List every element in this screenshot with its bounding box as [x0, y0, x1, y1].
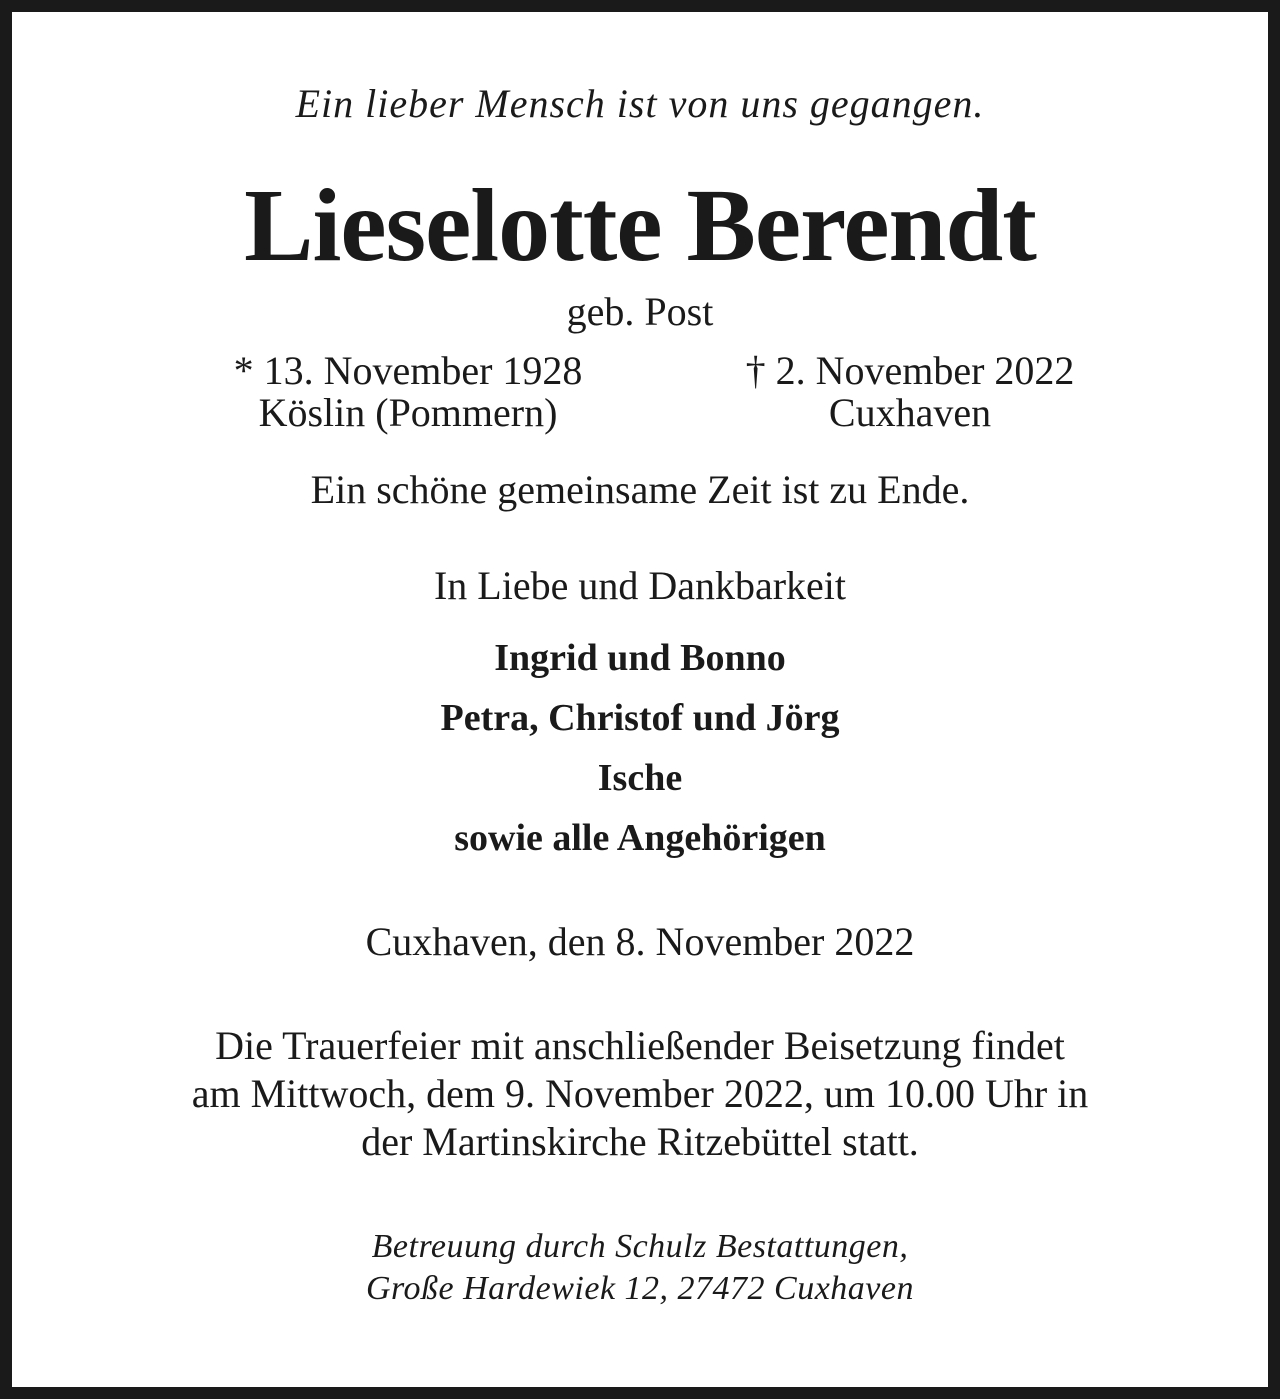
intro-line: Ein lieber Mensch ist von uns gegangen. — [295, 81, 985, 126]
death-info — [700, 350, 1120, 434]
obituary-content — [12, 0, 1268, 1399]
deceased-name: Lieselotte Berendt — [244, 168, 1036, 283]
ceremony-line: der Martinskirche Ritzebüttel statt. — [361, 1119, 919, 1164]
birth-place: Köslin (Pommern) — [258, 390, 558, 435]
death-place: Cuxhaven — [828, 390, 992, 435]
death-date: † 2. November 2022 — [745, 348, 1075, 393]
family-member: Petra, Christof und Jörg — [440, 697, 840, 739]
undertaker-line: Große Hardewiek 12, 27472 Cuxhaven — [366, 1270, 914, 1307]
birth-info — [188, 350, 628, 434]
thanks-line: In Liebe und Dankbarkeit — [433, 563, 847, 608]
family-member: sowie alle Angehörigen — [454, 817, 826, 859]
place-and-date: Cuxhaven, den 8. November 2022 — [365, 919, 915, 964]
birth-date: * 13. November 1928 — [233, 348, 583, 393]
ceremony-line: am Mittwoch, dem 9. November 2022, um 10.00 Uhr in — [191, 1071, 1089, 1116]
ceremony-info — [12, 1022, 1268, 1166]
family-member: Ingrid und Bonno — [494, 637, 786, 679]
maiden-name: geb. Post — [566, 289, 714, 334]
undertaker-info — [12, 1226, 1268, 1310]
ceremony-line: Die Trauerfeier mit anschließender Beisetzung findet — [215, 1023, 1065, 1068]
family-member: Ische — [597, 757, 683, 799]
memorial-quote: Ein schöne gemeinsame Zeit ist zu Ende. — [310, 467, 970, 512]
undertaker-line: Betreuung durch Schulz Bestattungen, — [371, 1228, 909, 1265]
